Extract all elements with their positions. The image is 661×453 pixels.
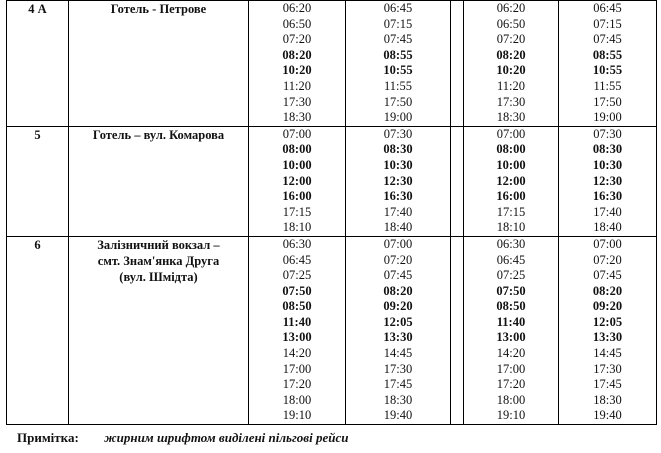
departure-time: 18:30 [593, 392, 622, 407]
departure-time: 12:05 [383, 314, 413, 329]
departure-time: 14:20 [282, 346, 312, 361]
departure-time: 17:45 [593, 377, 622, 392]
departure-time: 08:20 [383, 283, 413, 298]
departure-time: 11:20 [496, 78, 525, 93]
departure-time: 08:55 [592, 47, 623, 62]
departure-time: 11:40 [496, 314, 526, 329]
departure-time: 08:00 [282, 142, 312, 157]
departure-time: 17:00 [496, 361, 526, 376]
column-spacer [451, 236, 464, 424]
departure-time: 17:30 [496, 94, 526, 109]
departure-time: 08:20 [496, 47, 526, 62]
time-column [249, 126, 346, 236]
footnote-text: жирним шрифтом виділені пільгові рейси [104, 430, 349, 445]
route-number: 5 [7, 126, 69, 236]
time-column [559, 236, 657, 424]
departure-time: 18:40 [383, 220, 413, 235]
departure-time: 19:40 [383, 408, 413, 423]
departure-time: 12:30 [383, 173, 413, 188]
departure-time: 10:20 [496, 63, 526, 78]
timetable [6, 0, 657, 425]
departure-time: 07:00 [282, 126, 312, 141]
route-name [69, 1, 249, 127]
timetable-body [7, 1, 657, 425]
time-column [346, 236, 451, 424]
departure-time: 06:45 [383, 1, 413, 15]
departure-time: 19:10 [496, 408, 526, 423]
departure-time: 13:30 [383, 330, 413, 345]
departure-time: 06:30 [496, 236, 526, 251]
departure-time: 07:00 [593, 236, 622, 251]
departure-time: 10:55 [383, 63, 413, 78]
time-column [346, 126, 451, 236]
time-column [559, 1, 657, 127]
route-name-line: Залізничний вокзал – [97, 237, 220, 252]
departure-time: 18:30 [282, 110, 312, 125]
departure-time: 08:20 [282, 47, 312, 62]
departure-time: 17:40 [593, 204, 622, 219]
departure-time: 10:30 [592, 157, 623, 172]
departure-time: 17:45 [383, 377, 413, 392]
departure-time: 17:30 [383, 361, 413, 376]
departure-time: 07:00 [496, 126, 526, 141]
departure-time: 14:45 [383, 346, 413, 361]
column-spacer [451, 1, 464, 127]
departure-time: 07:45 [593, 268, 622, 283]
departure-time: 06:45 [593, 1, 622, 15]
departure-time: 06:20 [282, 1, 312, 15]
departure-time: 11:55 [383, 78, 412, 93]
departure-time: 13:00 [496, 330, 526, 345]
departure-time: 19:00 [383, 110, 413, 125]
route-name [69, 236, 249, 424]
timetable-sheet [6, 0, 656, 425]
departure-time: 11:40 [282, 314, 312, 329]
departure-time: 17:00 [282, 361, 312, 376]
departure-time: 16:30 [592, 189, 623, 204]
departure-time: 16:00 [496, 189, 526, 204]
footnote-label: Примітка: [17, 430, 79, 445]
departure-time: 19:10 [282, 408, 312, 423]
route-name [69, 126, 249, 236]
departure-time: 17:50 [383, 94, 413, 109]
departure-time: 07:30 [593, 126, 622, 141]
footnote [17, 430, 348, 446]
departure-time: 17:30 [282, 94, 312, 109]
departure-time: 07:15 [593, 16, 622, 31]
departure-time: 19:40 [593, 408, 622, 423]
departure-time: 17:20 [496, 377, 526, 392]
departure-time: 07:20 [593, 252, 622, 267]
departure-time: 06:50 [282, 16, 312, 31]
departure-time: 14:45 [593, 346, 622, 361]
departure-time: 18:40 [593, 220, 622, 235]
departure-time: 07:50 [282, 283, 312, 298]
departure-time: 18:10 [282, 220, 312, 235]
departure-time: 08:20 [592, 283, 623, 298]
time-column [559, 126, 657, 236]
departure-time: 07:20 [383, 252, 413, 267]
departure-time: 11:20 [282, 78, 311, 93]
departure-time: 17:20 [282, 377, 312, 392]
route-name-line: (вул. Шмідта) [119, 269, 198, 284]
time-column [464, 236, 559, 424]
departure-time: 11:55 [593, 78, 622, 93]
departure-time: 10:00 [282, 157, 312, 172]
departure-time: 17:15 [496, 204, 526, 219]
departure-time: 06:30 [282, 236, 312, 251]
departure-time: 07:30 [383, 126, 413, 141]
departure-time: 08:30 [383, 142, 413, 157]
route-number: 4 А [7, 1, 69, 127]
departure-time: 07:25 [496, 268, 526, 283]
route-row [7, 1, 657, 127]
departure-time: 07:45 [383, 268, 413, 283]
route-name-line: смт. Знам'янка Друга [97, 253, 220, 268]
departure-time: 12:05 [592, 314, 623, 329]
departure-time: 12:30 [592, 173, 623, 188]
time-column [464, 1, 559, 127]
departure-time: 19:00 [593, 110, 622, 125]
departure-time: 16:30 [383, 189, 413, 204]
time-column [249, 1, 346, 127]
departure-time: 07:50 [496, 283, 526, 298]
departure-time: 07:45 [593, 32, 622, 47]
departure-time: 06:50 [496, 16, 526, 31]
departure-time: 17:15 [282, 204, 312, 219]
departure-time: 07:20 [496, 32, 526, 47]
departure-time: 06:20 [496, 1, 526, 15]
departure-time: 08:50 [282, 299, 312, 314]
departure-time: 13:30 [592, 330, 623, 345]
departure-time: 07:00 [383, 236, 413, 251]
route-name-line: Готель – вул. Комарова [92, 127, 225, 142]
departure-time: 14:20 [496, 346, 526, 361]
departure-time: 13:00 [282, 330, 312, 345]
departure-time: 08:00 [496, 142, 526, 157]
departure-time: 06:45 [496, 252, 526, 267]
departure-time: 09:20 [592, 299, 623, 314]
time-column [464, 126, 559, 236]
departure-time: 10:20 [282, 63, 312, 78]
departure-time: 09:20 [383, 299, 413, 314]
departure-time: 12:00 [282, 173, 312, 188]
column-spacer [451, 126, 464, 236]
departure-time: 08:55 [383, 47, 413, 62]
departure-time: 08:50 [496, 299, 526, 314]
departure-time: 10:30 [383, 157, 413, 172]
departure-time: 07:20 [282, 32, 312, 47]
departure-time: 07:45 [383, 32, 413, 47]
time-column [346, 1, 451, 127]
departure-time: 18:00 [282, 392, 312, 407]
departure-time: 18:00 [496, 392, 526, 407]
departure-time: 18:30 [383, 392, 413, 407]
time-column [249, 236, 346, 424]
departure-time: 06:45 [282, 252, 312, 267]
departure-time: 07:15 [383, 16, 413, 31]
departure-time: 18:10 [496, 220, 526, 235]
departure-time: 17:30 [593, 361, 622, 376]
departure-time: 10:55 [592, 63, 623, 78]
departure-time: 07:25 [282, 268, 312, 283]
route-row [7, 126, 657, 236]
departure-time: 16:00 [282, 189, 312, 204]
departure-time: 17:40 [383, 204, 413, 219]
departure-time: 10:00 [496, 157, 526, 172]
departure-time: 17:50 [593, 94, 622, 109]
departure-time: 12:00 [496, 173, 526, 188]
route-number: 6 [7, 236, 69, 424]
departure-time: 08:30 [592, 142, 623, 157]
route-name-line: Готель - Петрове [110, 2, 207, 16]
departure-time: 18:30 [496, 110, 526, 125]
route-row [7, 236, 657, 424]
